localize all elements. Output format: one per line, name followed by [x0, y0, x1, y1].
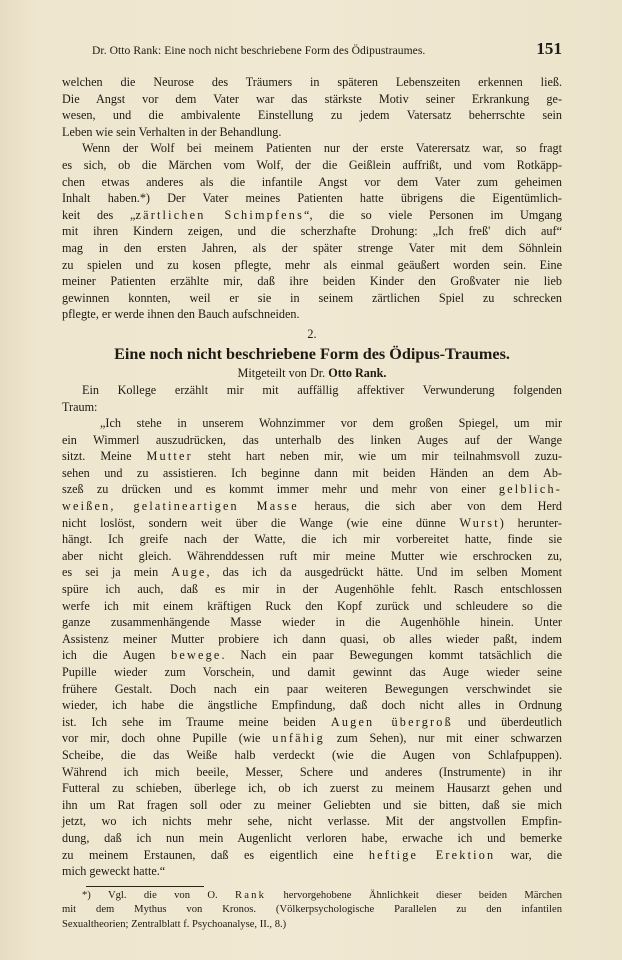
footnote-divider	[86, 886, 204, 887]
text-line: mag in den ersten Jahren, als der später strenge Vater mit dem Söhnlein	[62, 240, 562, 255]
text-line: ganze zusammenhängende Masse wieder in die Augenhöhle hinein. Unter	[62, 615, 562, 630]
text-line	[62, 889, 562, 904]
spaced-emphasis: heftige Erektion	[368, 847, 496, 862]
text-run: , das ich da ausgedrückt hätte. Und im selben Moment	[206, 565, 563, 580]
text-run: zum Sehen), nur mit einer schwarzen	[324, 731, 562, 746]
text-run: war, die	[495, 847, 562, 862]
spaced-emphasis: bewege	[171, 648, 222, 663]
text-line: Assistenz meiner Mutter probiere ich dann quasi, ob alles wieder paßt, indem	[62, 631, 562, 646]
text-line: wesen, und die ambivalente Einstellung zu jedem Vatersatz beherrschte sein	[62, 108, 562, 123]
text-line: Wenn der Wolf bei meinem Patienten nur der erste Vaterersatz war, so fragt	[82, 141, 562, 156]
text-line: Pupille wieder zum Vorschein, und damit gewinnt das Auge wieder seine	[62, 665, 562, 679]
page-number: 151	[536, 39, 562, 58]
running-title: Dr. Otto Rank: Eine noch nicht beschriebene Form des Ödipustraumes.	[92, 44, 426, 57]
spaced-emphasis: Rank	[234, 889, 267, 901]
spaced-emphasis: Wurst	[459, 515, 500, 530]
text-run: vor mir, doch ohne Pupille (wie	[62, 731, 273, 746]
text-line: meiner Patienten erzählte mir, daß ihre beiden Kinder den Großvater nie lieb	[62, 274, 562, 289]
text-line: wieder, ich habe die ängstliche Empfindung, daß doch nicht alles in Ordnung	[62, 698, 562, 713]
text-run: es sei ja mein	[62, 565, 172, 580]
spaced-emphasis: weißen, gelatineartigen Masse	[62, 499, 299, 514]
text-run: . Nach ein paar Bewegungen kommt tatsächlich die	[221, 648, 562, 663]
spaced-emphasis: Augen übergroß	[330, 714, 453, 729]
text-line: es sich, ob die Märchen vom Wolf, der die Geißlein auffrißt, und vom Rotkäpp-	[62, 157, 562, 172]
text-line: sehen und zu assistieren. Ich beginne dann mit beiden Händen an dem Ab-	[62, 465, 562, 480]
text-line: Die Angst vor dem Vater war das stärkste Motiv seiner Erkrankung ge-	[62, 91, 562, 106]
text-line: Sexualtheorien; Zentralblatt f. Psychoanalyse, II., 8.)	[62, 918, 287, 930]
spaced-emphasis: unfähig	[272, 731, 325, 746]
text-line: Während ich mich beeile, Messer, Schere und anderes (Instrumente) in ihr	[62, 764, 562, 779]
text-line: spüre ich auch, daß es mir in der Augenhöhle fehlt. Rasch entschlossen	[62, 582, 562, 597]
text-run: keit des „	[62, 207, 136, 222]
text-line	[62, 207, 562, 224]
text-line: Scheibe, die das Weiße halb verdeckt (wie die Augen von Schlafpuppen).	[62, 747, 562, 762]
text-run: ) herunter-	[499, 515, 562, 530]
text-line: zu spielen und zu kosen pflegte, mehr als einmal geäußert worden sein. Eine	[62, 257, 562, 272]
text-run: szeß zu drücken und es kommt immer mehr und mehr von einer	[62, 482, 499, 497]
text-run: sitzt. Meine	[62, 449, 147, 464]
spaced-emphasis: zärtlichen Schimpfens	[135, 207, 305, 222]
text-line: Ein Kollege erzählt mir mit auffällig affektiver Verwunderung folgenden	[82, 382, 562, 397]
text-line: mich geweckt hatte.“	[62, 864, 166, 879]
spaced-emphasis: gelblich-	[498, 482, 562, 497]
text-line: chen etwas anderes als die infantile Angst vor dem Vater zum geheimen	[62, 174, 562, 189]
footnote	[62, 889, 562, 933]
text-line	[62, 448, 562, 465]
text-line	[62, 847, 562, 864]
text-run: ist. Ich sehe im Traume meine beiden	[62, 714, 331, 729]
text-line: mit dem Mythus von Kronos. (Völkerpsychologische Parallelen zu den infantilen	[62, 904, 562, 916]
dream-report	[62, 415, 562, 880]
text-run: ich die Augen	[62, 648, 172, 663]
text-line	[62, 730, 562, 747]
byline	[62, 365, 562, 382]
paragraph-2	[62, 140, 562, 323]
text-line: aber nicht gleich. Währenddessen ruft mir meine Mutter wie erschrocken zu,	[62, 548, 562, 563]
intro-paragraph	[62, 382, 562, 415]
text-line: „Ich stehe in unserem Wohnzimmer vor dem großen Spiegel, um mir	[100, 416, 562, 431]
text-run: zu meinem Erstaunen, daß es eigentlich eine	[62, 847, 369, 862]
byline-author: Otto Rank.	[328, 365, 387, 380]
text-run: und überdeutlich	[452, 714, 562, 729]
byline-prefix: Mitgeteilt von Dr.	[237, 365, 326, 380]
text-line	[62, 515, 562, 532]
text-line: Inhalt haben.*) Der Vater meines Patienten hatte übrigens die Eigentümlich-	[62, 191, 562, 206]
text-line: pflegte, er werde ihnen den Bauch aufschneiden.	[62, 307, 300, 322]
text-line	[62, 714, 562, 731]
spaced-emphasis: Mutter	[146, 449, 193, 464]
text-line: werfe ich mit einem kräftigen Ruck den Kopf zurück und schleudere so die	[62, 598, 562, 613]
text-run: “, die so viele Personen im Umgang	[304, 207, 562, 222]
text-line	[62, 564, 562, 581]
text-line: mit ihren Kindern zeigen, und die scherzhafte Drohung: „Ich freß' dich auf“	[62, 224, 562, 239]
text-run: steht hart neben mir, wie um mir teilnahmsvoll zuzu-	[192, 449, 562, 464]
text-line	[62, 481, 562, 498]
text-line: ihn um Rat fragen soll oder zu meiner Geliebten und sie bitten, daß sie mich	[62, 797, 562, 812]
text-line: ein Wimmerl auszudrücken, das unterhalb des linken Auges auf der Wange	[62, 432, 562, 447]
paragraph-1	[62, 74, 562, 140]
text-line	[62, 647, 562, 664]
text-line: jetzt, wo ich nichts mehr sehe, nicht verlasse. Mit der angstvollen Empfin-	[62, 814, 562, 829]
text-line: Leben wie sein Verhalten in der Behandlung.	[62, 124, 282, 139]
text-line: welchen die Neurose des Träumers in späteren Lebenszeiten erkennen ließ.	[62, 75, 562, 89]
text-line: Traum:	[62, 399, 98, 414]
text-run: hervorgehobene Ähnlichkeit dieser beiden Märchen	[266, 889, 563, 901]
text-line: hängt. Ich greife nach der Watte, die ich mir vorbereitet hatte, finde sie	[62, 532, 562, 547]
text-line: gewinnen konnten, weil er sie in seinem zärtlichen Spiel zu schrecken	[62, 290, 562, 305]
section-number: 2.	[307, 326, 317, 341]
text-run: *) Vgl. die von O.	[82, 889, 235, 901]
text-run: nicht loslöst, sondern weit über die Wange (wie eine dünne	[62, 515, 460, 530]
text-line: Futteral zu schieben, überlege ich, ob ich zuerst zu meinem Hausarzt gehen und	[62, 781, 562, 796]
text-line: frühere Gestalt. Doch nach ein paar weiteren Bewegungen verschwindet sie	[62, 681, 562, 696]
text-run: heraus, die sich aber von dem Herd	[298, 499, 563, 514]
text-line: dung, daß ich nun mein Augenlicht verloren habe, erwache ich und bemerke	[62, 830, 562, 845]
section-title: Eine noch nicht beschriebene Form des Ödipus-Traumes.	[114, 344, 510, 363]
page-body	[62, 74, 562, 933]
spaced-emphasis: Auge	[171, 565, 207, 580]
text-line	[62, 498, 562, 515]
